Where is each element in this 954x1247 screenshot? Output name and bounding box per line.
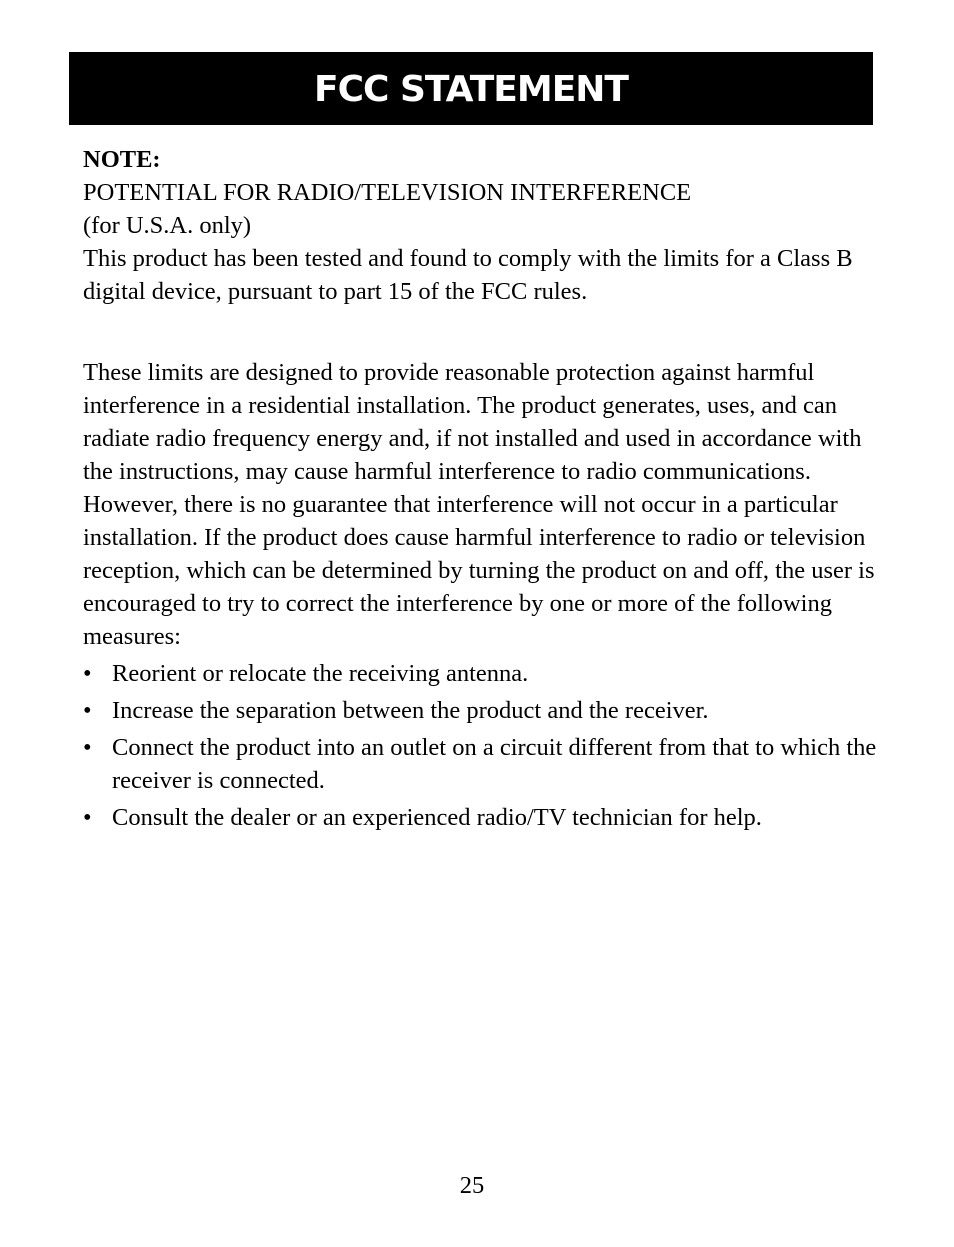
paragraph-spacer bbox=[83, 308, 883, 356]
measures-list bbox=[83, 657, 883, 834]
note-heading: POTENTIAL FOR RADIO/TELEVISION INTERFERENCE bbox=[83, 179, 692, 206]
note-label: NOTE: bbox=[83, 146, 161, 173]
bullet-icon: • bbox=[83, 697, 92, 724]
guarantee-paragraph: However, there is no guarantee that interference will not occur in a particular installation. If the product does cause harmful interference to radio or television reception, which can be determined by turning the product on and off, the user is encouraged to try to correct the interference by one or more of the following measures: bbox=[83, 491, 875, 650]
page-title: FCC STATEMENT bbox=[314, 69, 628, 110]
list-item bbox=[83, 801, 883, 834]
bullet-icon: • bbox=[83, 660, 92, 687]
list-item bbox=[83, 694, 883, 727]
bullet-icon: • bbox=[83, 804, 92, 831]
note-subheading: (for U.S.A. only) bbox=[83, 212, 252, 239]
list-item bbox=[83, 731, 883, 797]
list-item bbox=[83, 657, 883, 690]
list-item-text: Consult the dealer or an experienced radio/TV technician for help. bbox=[112, 804, 762, 831]
list-item-text: Connect the product into an outlet on a circuit different from that to which the receiver is connected. bbox=[112, 734, 877, 794]
page-number: 25 bbox=[459, 1172, 485, 1199]
header-bar bbox=[69, 52, 873, 125]
document-body bbox=[83, 143, 883, 838]
list-item-text: Reorient or relocate the receiving antenna. bbox=[112, 660, 529, 687]
limits-paragraph: These limits are designed to provide reasonable protection against harmful interference in a residential installation. The product generates, uses, and can radiate radio frequency energy and, if not installed and used in accordance with the instructions, may cause harmful interference to radio communications. bbox=[83, 359, 862, 485]
compliance-text: This product has been tested and found to comply with the limits for a Class B digital device, pursuant to part 15 of the FCC rules. bbox=[83, 245, 853, 305]
bullet-icon: • bbox=[83, 734, 92, 761]
list-item-text: Increase the separation between the product and the receiver. bbox=[112, 697, 709, 724]
